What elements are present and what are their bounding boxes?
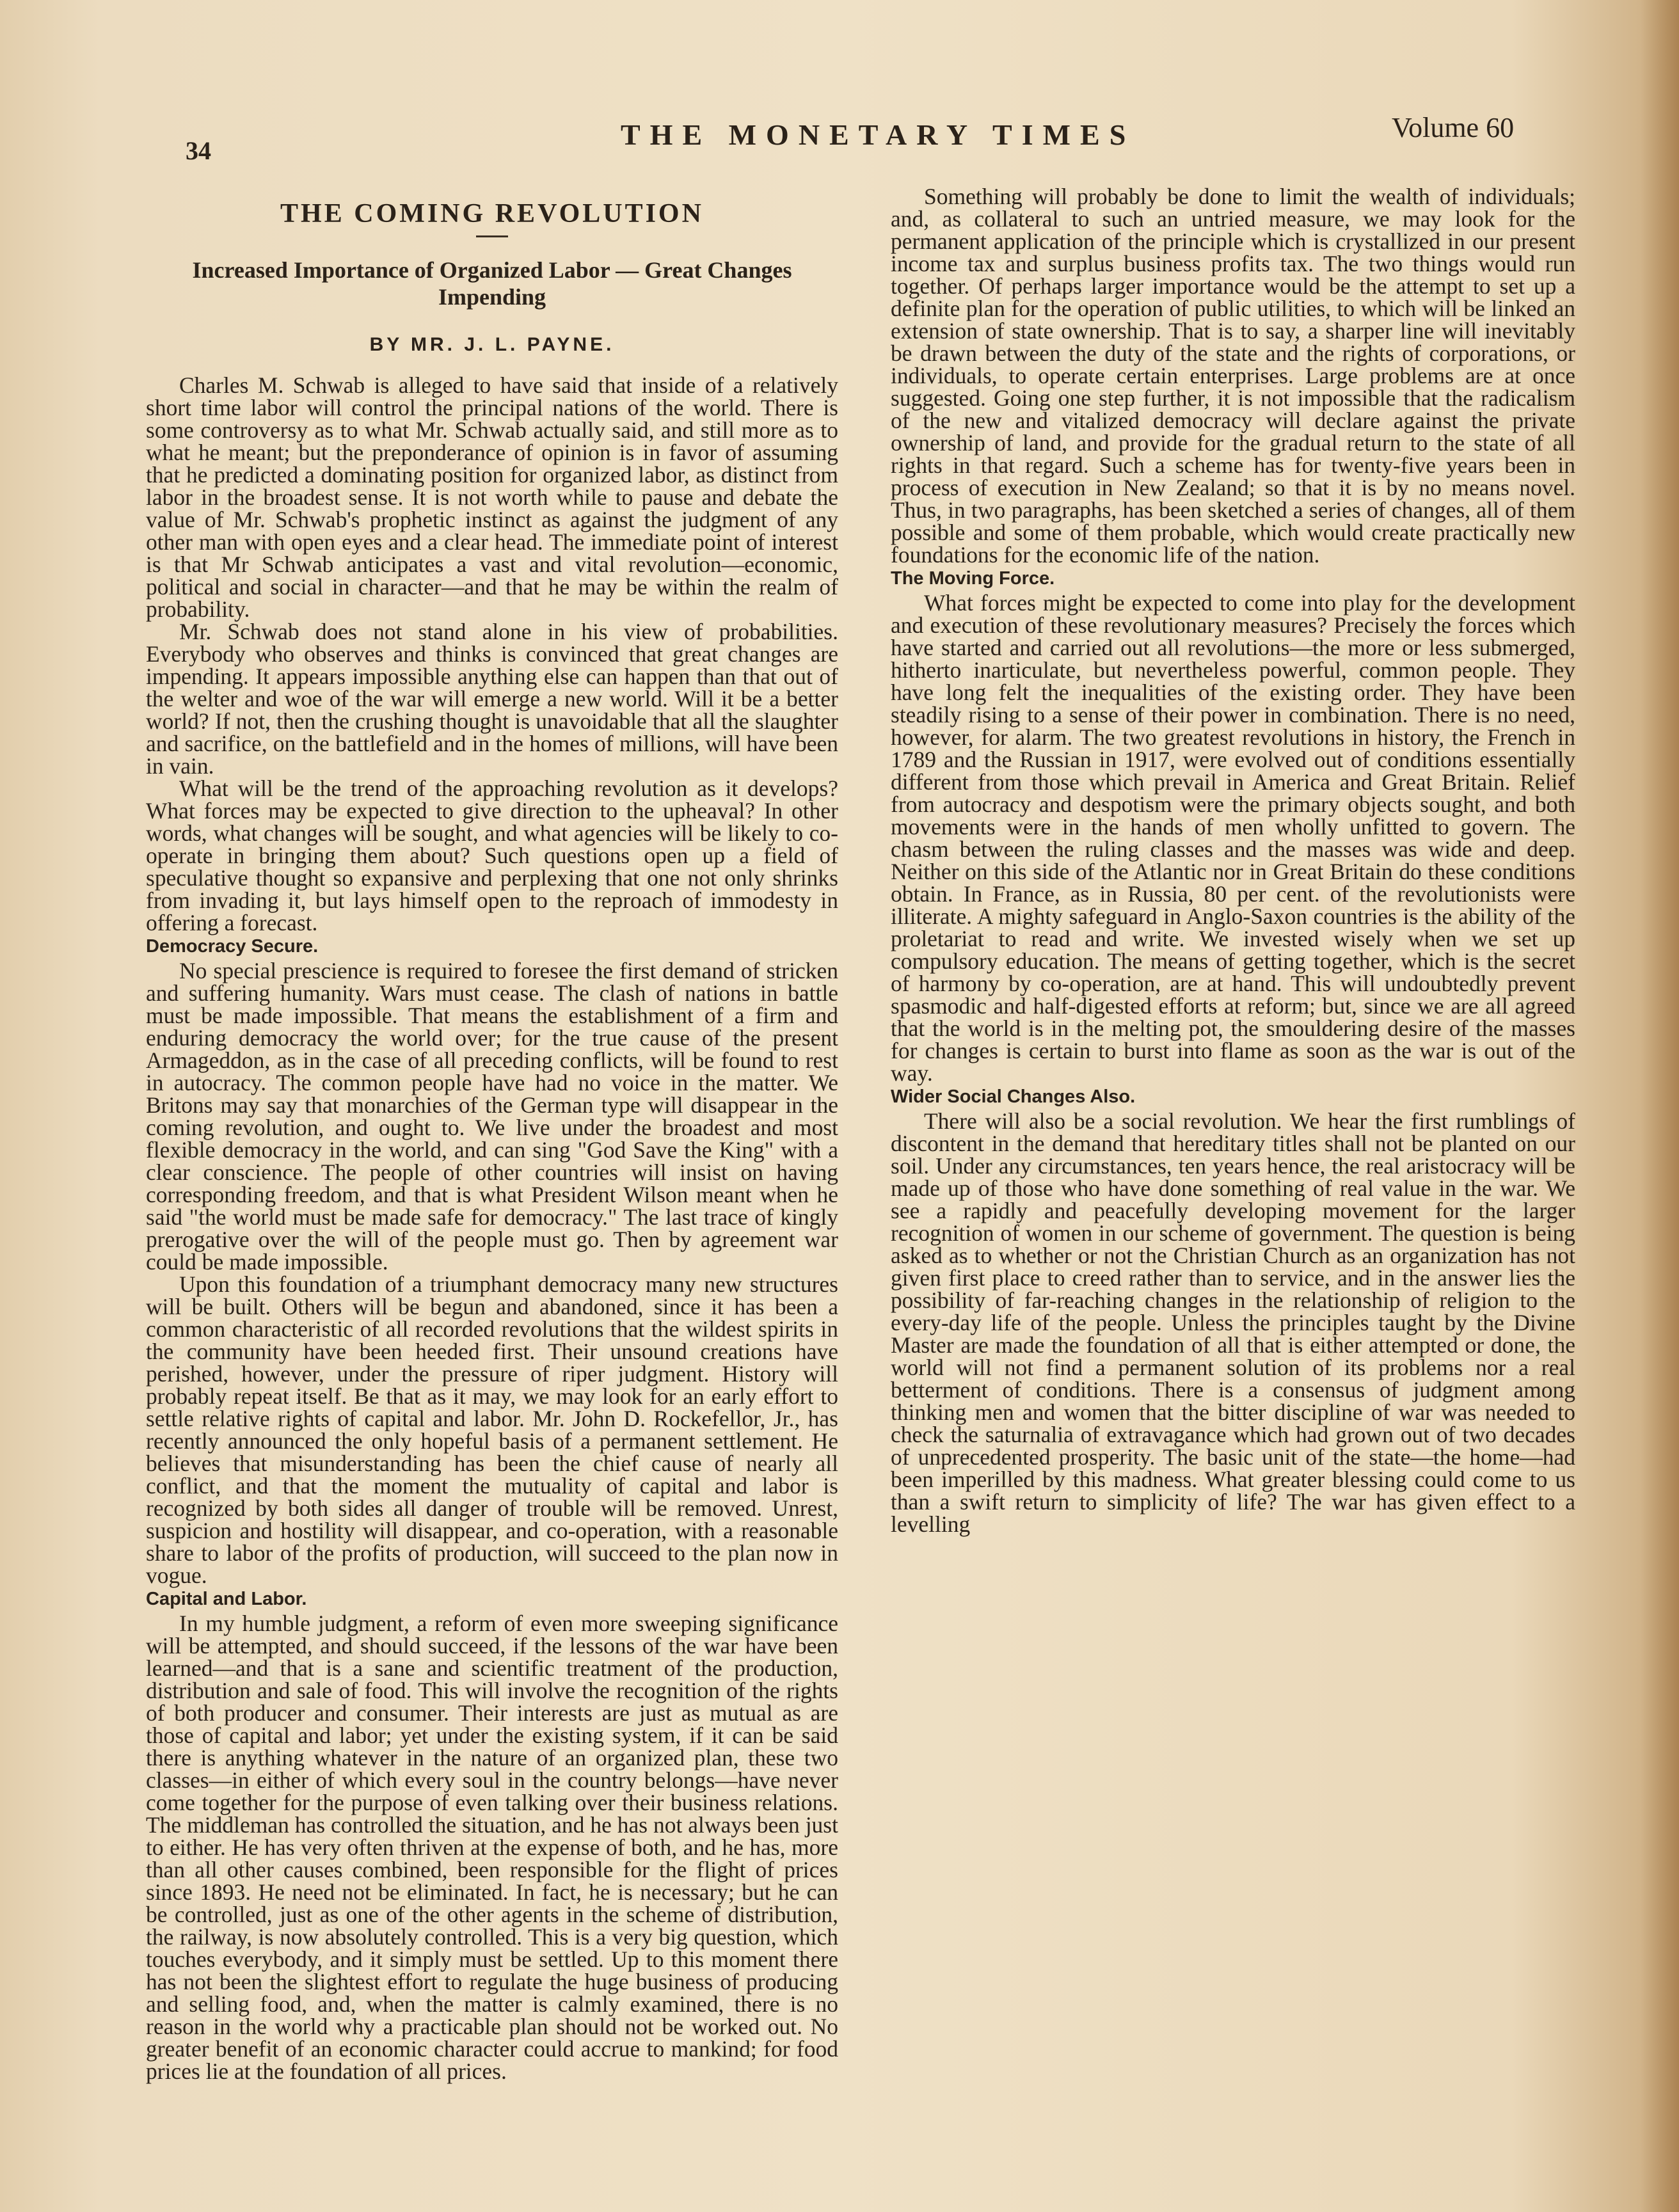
section-heading: Wider Social Changes Also. — [891, 1086, 1136, 1107]
title-rule — [476, 235, 508, 237]
article-subtitle: Increased Importance of Organized Labor — Great Changes Impending — [192, 257, 792, 310]
article-title: THE COMING REVOLUTION — [280, 199, 704, 228]
paragraph: In my humble judgment, a reform of even more sweeping significance will be attempted, and should succeed, if the lessons of the war have been learned—and that is a sane and scientific treatment of the production, distribution and sale of food. This will involve the recognition of the rights of both producer and consumer. Their interests are just as mutual as are those of capital and labor; yet under the existing system, if it can be said there is anything whatever in the nature of an organized plan, these two classes—in either of which every soul in the country belongs—have never come together for the purpose of even talking over their business relations. The middleman has controlled the situation, and he has not always been just to either. He has very often thriven at the expense of both, and he has, more than all other causes combined, been responsible for the flight of prices since 1893. He need not be eliminated. In fact, he is necessary; but he can be controlled, just as one of the other agents in the scheme of distribution, the railway, is now absolutely controlled. This is a very big question, which touches everybody, and it simply must be settled. Up to this moment there has not been the slightest effort to regulate the huge business of producing and selling food, and, when the matter is calmly examined, there is no reason in the world why a practicable plan should not be worked out. No greater benefit of an economic character could accrue to mankind; for food prices lie at the foundation of all prices. — [146, 1611, 838, 2084]
page-edge-shadow — [1641, 0, 1679, 2212]
paragraph: Something will probably be done to limit the wealth of individuals; and, as collateral to such an untried measure, we may look for the permanent application of the principle which is crystallized in our present income tax and surplus business profits tax. The two things would run together. Of perhaps larger importance would be the attempt to set up a definite plan for the operation of public utilities, to which will be linked an extension of state ownership. That is to say, a sharper line will inevitably be drawn between the duty of the state and the rights of corporations, or individuals, to operate certain enterprises. Large problems are at once suggested. Going one step further, it is not impossible that the radicalism of the new and vitalized democracy will declare against the private ownership of land, and provide for the gradual return to the state of all rights in that regard. Such a scheme has for twenty-five years been in process of execution in New Zealand; so that it is by no means novel. Thus, in two paragraphs, has been sketched a series of changes, all of them possible and some of them probable, which would create practically new foundations for the economic life of the nation. — [891, 184, 1575, 568]
paragraph: Charles M. Schwab is alleged to have said that inside of a relatively short time labor will control the principal nations of the world. There is some controversy as to what Mr. Schwab actually said, and still more as to what he meant; but the preponderance of opinion is in favor of assuming that he predicted a dominating position for organized labor, as distinct from labor in the broadest sense. It is not worth while to pause and debate the value of Mr. Schwab's prophetic instinct as against the judgment of any other man with open eyes and a clear head. The immediate point of interest is that Mr Schwab anticipates a vast and vital revolution—economic, political and social in character—and that he may be within the realm of probability. — [146, 372, 838, 622]
paragraph: No special prescience is required to foresee the first demand of stricken and suffering humanity. Wars must cease. The clash of nations in battle must be made impossible. That means the establishment of a firm and enduring democracy the world over; for the true cause of the present Armageddon, as in the case of all preceding conflicts, will be found to rest in autocracy. The common people have had no voice in the matter. We Britons may say that monarchies of the German type will disappear in the coming revolution, and ought to. We live under the broadest and most flexible democracy in the world, and can sing "God Save the King" with a clear conscience. The people of other countries will insist on having corresponding freedom, and that is what President Wilson meant when he said "the world must be made safe for democracy." The last trace of kingly prerogative over the will of the people must go. Then by agreement war could be made impossible. — [146, 958, 838, 1275]
running-header — [0, 109, 1679, 165]
paragraph: What will be the trend of the approaching revolution as it develops? What forces may be expected to give direction to the upheaval? In other words, what changes will be sought, and what agencies will be likely to co-operate in bringing them about? Such questions open up a field of speculative thought so expansive and perplexing that one not only shrinks from invading it, but lays himself open to the reproach of immodesty in offering a forecast. — [146, 776, 838, 935]
paragraph: Upon this foundation of a triumphant democracy many new structures will be built. Others will be begun and abandoned, since it has been a common characteristic of all recorded revolutions that the wildest spirits in the community have been heeded first. Their unsound creations have perished, however, under the pressure of riper judgment. History will probably repeat itself. Be that as it may, we may look for an early effort to settle relative rights of capital and labor. Mr. John D. Rockefellor, Jr., has recently announced the only hopeful basis of a permanent settlement. He believes that misunderstanding has been the chief cause of nearly all conflict, and that the moment the mutuality of capital and labor is recognized by both sides all danger of trouble will be removed. Unrest, suspicion and hostility will disappear, and co-operation, with a reasonable share to labor of the profits of production, will succeed to the plan now in vogue. — [146, 1271, 838, 1588]
paragraph: Mr. Schwab does not stand alone in his view of probabilities. Everybody who observes and thinks is convinced that great changes are impending. It appears impossible anything else can happen than that out of the welter and woe of the war will emerge a new world. Will it be a better world? If not, then the crushing thought is unavoidable that all the slaughter and sacrifice, on the battlefield and in the homes of millions, will have been in vain. — [146, 619, 838, 779]
section-heading: Capital and Labor. — [146, 1589, 307, 1609]
left-column — [146, 186, 838, 2083]
volume-label: Volume 60 — [1392, 112, 1515, 143]
section-heading: The Moving Force. — [891, 568, 1055, 589]
article-byline: BY MR. J. L. PAYNE. — [369, 334, 615, 355]
section-heading: Democracy Secure. — [146, 936, 319, 957]
journal-title: THE MONETARY TIMES — [621, 118, 1136, 151]
page-number: 34 — [186, 136, 211, 165]
right-column — [891, 186, 1575, 1536]
paragraph: What forces might be expected to come into play for the development and execution of these revolutionary measures? Precisely the forces which have started and carried out all revolutions—the more or less submerged, hitherto inarticulate, but nevertheless powerful, common people. They have long felt the inequalities of the existing order. They have been steadily rising to a sense of their power in combination. There is no need, however, for alarm. The two greatest revolutions in history, the French in 1789 and the Russian in 1917, were evolved out of conditions essentially different from those which prevail in America and Great Britain. Relief from autocracy and despotism were the primary objects sought, and both movements were in the hands of men wholly unfitted to govern. The chasm between the ruling classes and the masses was wide and deep. Neither on this side of the Atlantic nor in Great Britain do these conditions obtain. In France, as in Russia, 80 per cent. of the revolutionists were illiterate. A mighty safeguard in Anglo-Saxon countries is the ability of the proletariat to read and write. We invested wisely when we set up compulsory education. The means of getting together, which is the secret of harmony by co-operation, are at hand. This will undoubtedly prevent spasmodic and half-digested efforts at reform; but, since we are all agreed that the world is in the melting pot, the smouldering desire of the masses for changes is certain to burst into flame as soon as the war is out of the way. — [891, 590, 1575, 1086]
paragraph: There will also be a social revolution. We hear the first rumblings of discontent in the demand that hereditary titles shall not be planted on our soil. Under any circumstances, ten years hence, the real aristocracy will be made up of those who have done something of real value in the war. We see a rapidly and peacefully developing movement for the larger recognition of women in our scheme of government. The question is being asked as to whether or not the Christian Church as an organization has not given first place to creed rather than to service, and in the answer lies the possibility of far-reaching changes in the relationship of religion to the every-day life of the people. Unless the principles taught by the Divine Master are made the foundation of all that is either attempted or done, the world will not find a permanent solution of its problems nor a real betterment of conditions. There is a consensus of judgment among thinking men and women that the bitter discipline of war was needed to check the saturnalia of extravagance which had grown out of two decades of unprecedented prosperity. The basic unit of the state—the home—had been imperilled by this madness. What greater blessing could come to us than a swift return to simplicity of life? The war has given effect to a levelling — [891, 1108, 1575, 1537]
